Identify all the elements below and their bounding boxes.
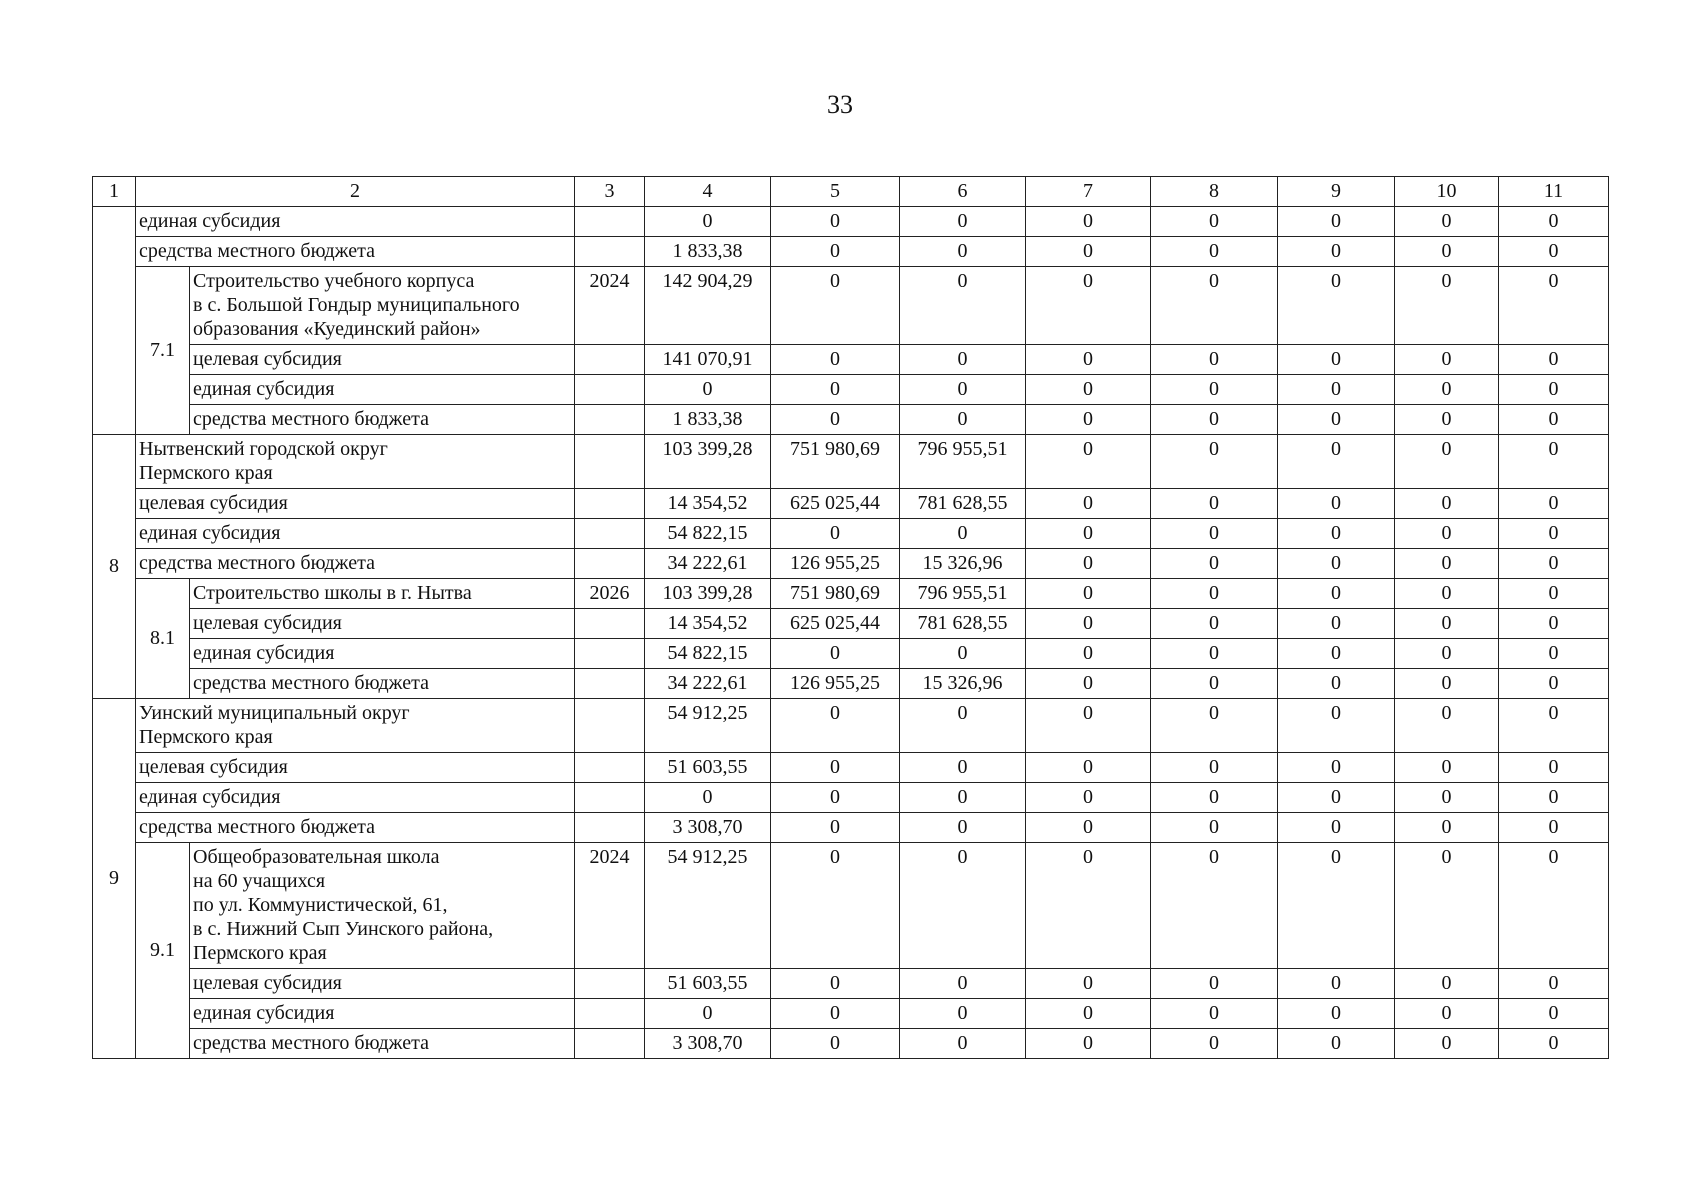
- section-number: 9: [93, 699, 136, 1059]
- value-cell: 751 980,69: [771, 435, 900, 489]
- value-cell: 103 399,28: [645, 435, 771, 489]
- value-cell: 0: [1151, 843, 1278, 969]
- value-cell: 0: [900, 375, 1026, 405]
- value-cell: 0: [1499, 579, 1609, 609]
- value-cell: 625 025,44: [771, 489, 900, 519]
- row-label-line: средства местного бюджета: [139, 240, 375, 262]
- value-cell: 0: [771, 405, 900, 435]
- value-cell: 54 912,25: [645, 699, 771, 753]
- row-label-line: Пермского края: [139, 462, 273, 484]
- value-cell: 0: [900, 237, 1026, 267]
- column-header: 8: [1151, 177, 1278, 207]
- year-cell: [575, 405, 645, 435]
- value-cell: 0: [1151, 669, 1278, 699]
- year-cell: [575, 207, 645, 237]
- value-cell: 0: [1499, 843, 1609, 969]
- table-row: [93, 435, 1609, 489]
- value-cell: 0: [1395, 609, 1499, 639]
- value-cell: 0: [1278, 345, 1395, 375]
- value-cell: 0: [1395, 639, 1499, 669]
- value-cell: 0: [1151, 345, 1278, 375]
- value-cell: 796 955,51: [900, 579, 1026, 609]
- value-cell: 0: [1395, 207, 1499, 237]
- budget-table: [92, 176, 1609, 1059]
- value-cell: 0: [1395, 699, 1499, 753]
- value-cell: 0: [1278, 753, 1395, 783]
- value-cell: 0: [900, 207, 1026, 237]
- value-cell: 3 308,70: [645, 1029, 771, 1059]
- value-cell: 0: [1499, 375, 1609, 405]
- page-number: 33: [827, 90, 853, 119]
- value-cell: 0: [1026, 267, 1151, 345]
- value-cell: 0: [771, 783, 900, 813]
- value-cell: 0: [1278, 813, 1395, 843]
- year-cell: [575, 699, 645, 753]
- value-cell: 0: [900, 345, 1026, 375]
- value-cell: 0: [1499, 753, 1609, 783]
- value-cell: 0: [900, 1029, 1026, 1059]
- value-cell: 0: [1151, 405, 1278, 435]
- value-cell: 1 833,38: [645, 237, 771, 267]
- row-label-line: средства местного бюджета: [193, 672, 429, 694]
- year-cell: [575, 969, 645, 999]
- header-row: [93, 177, 1609, 207]
- table-row: [93, 999, 1609, 1029]
- table-row: [93, 639, 1609, 669]
- table-row: [93, 843, 1609, 969]
- value-cell: 0: [1499, 783, 1609, 813]
- value-cell: 0: [1026, 579, 1151, 609]
- value-cell: 0: [1151, 267, 1278, 345]
- row-label-line: Общеобразовательная школа: [193, 846, 440, 868]
- row-label-line: целевая субсидия: [139, 756, 288, 778]
- value-cell: 54 822,15: [645, 639, 771, 669]
- value-cell: 781 628,55: [900, 489, 1026, 519]
- value-cell: 0: [1499, 999, 1609, 1029]
- value-cell: 0: [1395, 783, 1499, 813]
- row-label: [190, 375, 575, 405]
- value-cell: 0: [1151, 1029, 1278, 1059]
- table-row: [93, 549, 1609, 579]
- value-cell: 0: [1278, 579, 1395, 609]
- value-cell: 0: [771, 519, 900, 549]
- value-cell: 0: [1151, 207, 1278, 237]
- value-cell: 0: [1278, 435, 1395, 489]
- value-cell: 0: [1395, 549, 1499, 579]
- value-cell: 0: [1278, 237, 1395, 267]
- value-cell: 0: [1026, 813, 1151, 843]
- value-cell: 796 955,51: [900, 435, 1026, 489]
- value-cell: 0: [1499, 549, 1609, 579]
- value-cell: 0: [1278, 699, 1395, 753]
- value-cell: 0: [1026, 969, 1151, 999]
- value-cell: 0: [771, 843, 900, 969]
- value-cell: 0: [1278, 549, 1395, 579]
- row-label: [136, 813, 575, 843]
- table-row: [93, 609, 1609, 639]
- subsection-number: 8.1: [136, 579, 190, 699]
- value-cell: 0: [1151, 375, 1278, 405]
- value-cell: 0: [771, 999, 900, 1029]
- table-row: [93, 489, 1609, 519]
- row-label-line: Строительство учебного корпуса: [193, 270, 475, 292]
- row-label-line: единая субсидия: [193, 378, 335, 400]
- table-row: [93, 969, 1609, 999]
- value-cell: 0: [645, 375, 771, 405]
- value-cell: 0: [1026, 519, 1151, 549]
- value-cell: 0: [1395, 375, 1499, 405]
- row-label-line: Строительство школы в г. Нытва: [193, 582, 472, 604]
- year-cell: [575, 375, 645, 405]
- year-cell: [575, 753, 645, 783]
- value-cell: 0: [1499, 1029, 1609, 1059]
- value-cell: 141 070,91: [645, 345, 771, 375]
- value-cell: 0: [771, 753, 900, 783]
- year-cell: [575, 1029, 645, 1059]
- row-label: [190, 969, 575, 999]
- value-cell: 0: [1151, 237, 1278, 267]
- table-row: [93, 345, 1609, 375]
- value-cell: 0: [771, 345, 900, 375]
- value-cell: 0: [900, 783, 1026, 813]
- value-cell: 0: [1395, 519, 1499, 549]
- column-header: 10: [1395, 177, 1499, 207]
- value-cell: 0: [1395, 753, 1499, 783]
- value-cell: 0: [1278, 783, 1395, 813]
- year-cell: [575, 669, 645, 699]
- value-cell: 0: [1278, 375, 1395, 405]
- row-label: [190, 999, 575, 1029]
- value-cell: 0: [900, 639, 1026, 669]
- value-cell: 751 980,69: [771, 579, 900, 609]
- subsection-number: 9.1: [136, 843, 190, 1059]
- row-label-line: средства местного бюджета: [193, 1032, 429, 1054]
- row-label: [190, 609, 575, 639]
- value-cell: 0: [1499, 237, 1609, 267]
- value-cell: 0: [1278, 609, 1395, 639]
- value-cell: 0: [1151, 699, 1278, 753]
- value-cell: 0: [771, 699, 900, 753]
- value-cell: 0: [1151, 753, 1278, 783]
- value-cell: 0: [1395, 435, 1499, 489]
- table-row: [93, 783, 1609, 813]
- value-cell: 0: [1026, 669, 1151, 699]
- value-cell: 781 628,55: [900, 609, 1026, 639]
- value-cell: 0: [1278, 489, 1395, 519]
- table-row: [93, 813, 1609, 843]
- row-label-line: целевая субсидия: [193, 348, 342, 370]
- value-cell: 54 912,25: [645, 843, 771, 969]
- value-cell: 34 222,61: [645, 669, 771, 699]
- value-cell: 0: [771, 207, 900, 237]
- section-number: 8: [93, 435, 136, 699]
- value-cell: 34 222,61: [645, 549, 771, 579]
- value-cell: 0: [1395, 999, 1499, 1029]
- value-cell: 0: [771, 267, 900, 345]
- row-label-line: Пермского края: [139, 726, 273, 748]
- value-cell: 0: [1026, 207, 1151, 237]
- value-cell: 0: [1499, 435, 1609, 489]
- value-cell: 126 955,25: [771, 669, 900, 699]
- row-label-line: единая субсидия: [139, 522, 281, 544]
- value-cell: 0: [771, 237, 900, 267]
- value-cell: 0: [1278, 207, 1395, 237]
- value-cell: 0: [1499, 405, 1609, 435]
- value-cell: 0: [1026, 237, 1151, 267]
- row-label-line: целевая субсидия: [139, 492, 288, 514]
- value-cell: 0: [900, 813, 1026, 843]
- value-cell: 0: [1499, 345, 1609, 375]
- column-header: 1: [93, 177, 136, 207]
- row-label: [136, 489, 575, 519]
- row-label-line: средства местного бюджета: [139, 552, 375, 574]
- value-cell: 0: [1395, 579, 1499, 609]
- row-label-line: единая субсидия: [139, 210, 281, 232]
- value-cell: 0: [1026, 999, 1151, 1029]
- row-label: [136, 519, 575, 549]
- value-cell: 103 399,28: [645, 579, 771, 609]
- row-label-line: средства местного бюджета: [193, 408, 429, 430]
- column-header: 4: [645, 177, 771, 207]
- value-cell: 0: [1278, 669, 1395, 699]
- value-cell: 0: [771, 813, 900, 843]
- value-cell: 0: [771, 1029, 900, 1059]
- row-label-line: единая субсидия: [193, 642, 335, 664]
- table-row: [93, 669, 1609, 699]
- value-cell: 0: [1395, 969, 1499, 999]
- value-cell: 0: [1278, 639, 1395, 669]
- value-cell: 0: [1278, 843, 1395, 969]
- year-cell: [575, 435, 645, 489]
- value-cell: 0: [900, 969, 1026, 999]
- value-cell: 54 822,15: [645, 519, 771, 549]
- year-cell: 2024: [575, 843, 645, 969]
- value-cell: 0: [1151, 489, 1278, 519]
- row-label: [136, 237, 575, 267]
- row-label-line: в с. Нижний Сып Уинского района,: [193, 918, 494, 940]
- row-label-line: образования «Куединский район»: [193, 318, 481, 340]
- value-cell: 0: [771, 969, 900, 999]
- row-label: [190, 345, 575, 375]
- value-cell: 142 904,29: [645, 267, 771, 345]
- value-cell: 0: [1278, 969, 1395, 999]
- value-cell: 0: [1499, 813, 1609, 843]
- value-cell: 15 326,96: [900, 549, 1026, 579]
- value-cell: 0: [1151, 435, 1278, 489]
- value-cell: 0: [645, 783, 771, 813]
- value-cell: 0: [900, 405, 1026, 435]
- row-label: [136, 207, 575, 237]
- value-cell: 0: [900, 999, 1026, 1029]
- row-label-line: единая субсидия: [193, 1002, 335, 1024]
- row-label-line: в с. Большой Гондыр муниципального: [193, 294, 520, 316]
- value-cell: 3 308,70: [645, 813, 771, 843]
- year-cell: [575, 549, 645, 579]
- value-cell: 126 955,25: [771, 549, 900, 579]
- table-row: [93, 405, 1609, 435]
- value-cell: 0: [1026, 699, 1151, 753]
- column-header: 6: [900, 177, 1026, 207]
- year-cell: 2024: [575, 267, 645, 345]
- row-label-line: целевая субсидия: [193, 972, 342, 994]
- row-label-line: Нытвенский городской округ: [139, 438, 388, 460]
- year-cell: [575, 999, 645, 1029]
- value-cell: 0: [1151, 579, 1278, 609]
- table-row: [93, 267, 1609, 345]
- year-cell: 2026: [575, 579, 645, 609]
- value-cell: 0: [1151, 609, 1278, 639]
- row-label: [190, 639, 575, 669]
- value-cell: 0: [1026, 783, 1151, 813]
- value-cell: 0: [1278, 405, 1395, 435]
- value-cell: 0: [1026, 435, 1151, 489]
- table-row: [93, 579, 1609, 609]
- subsection-number: 7.1: [136, 267, 190, 435]
- value-cell: 0: [1026, 489, 1151, 519]
- column-header: 7: [1026, 177, 1151, 207]
- value-cell: 0: [900, 519, 1026, 549]
- column-header: 2: [136, 177, 575, 207]
- row-label-line: по ул. Коммунистической, 61,: [193, 894, 448, 916]
- value-cell: 0: [1151, 639, 1278, 669]
- value-cell: 0: [1499, 267, 1609, 345]
- value-cell: 0: [1499, 639, 1609, 669]
- value-cell: 0: [1499, 669, 1609, 699]
- row-label: [136, 753, 575, 783]
- value-cell: 0: [1151, 783, 1278, 813]
- row-label-line: Уинский муниципальный округ: [139, 702, 410, 724]
- value-cell: 0: [1395, 489, 1499, 519]
- value-cell: 0: [1499, 699, 1609, 753]
- column-header: 5: [771, 177, 900, 207]
- value-cell: 0: [1278, 1029, 1395, 1059]
- year-cell: [575, 237, 645, 267]
- value-cell: 0: [1499, 519, 1609, 549]
- row-label-line: единая субсидия: [139, 786, 281, 808]
- value-cell: 0: [1499, 489, 1609, 519]
- table-row: [93, 1029, 1609, 1059]
- value-cell: 0: [1395, 843, 1499, 969]
- value-cell: 0: [1026, 609, 1151, 639]
- table-row: [93, 753, 1609, 783]
- value-cell: 15 326,96: [900, 669, 1026, 699]
- value-cell: 0: [645, 999, 771, 1029]
- value-cell: 0: [1026, 405, 1151, 435]
- year-cell: [575, 639, 645, 669]
- value-cell: 0: [1278, 999, 1395, 1029]
- column-header: 11: [1499, 177, 1609, 207]
- row-label: [190, 579, 575, 609]
- row-label: [190, 669, 575, 699]
- value-cell: 0: [1151, 969, 1278, 999]
- value-cell: 625 025,44: [771, 609, 900, 639]
- table-row: [93, 519, 1609, 549]
- value-cell: 0: [1395, 1029, 1499, 1059]
- row-label-line: средства местного бюджета: [139, 816, 375, 838]
- value-cell: 0: [1499, 969, 1609, 999]
- value-cell: 0: [1026, 345, 1151, 375]
- value-cell: 0: [1151, 999, 1278, 1029]
- row-label-line: Пермского края: [193, 942, 327, 964]
- value-cell: 51 603,55: [645, 753, 771, 783]
- column-header: 9: [1278, 177, 1395, 207]
- value-cell: 0: [771, 639, 900, 669]
- year-cell: [575, 345, 645, 375]
- value-cell: 0: [1151, 813, 1278, 843]
- row-label-line: на 60 учащихся: [193, 870, 326, 892]
- value-cell: 0: [1278, 519, 1395, 549]
- value-cell: 0: [1395, 669, 1499, 699]
- row-label: [190, 1029, 575, 1059]
- table-row: [93, 375, 1609, 405]
- value-cell: 0: [1026, 639, 1151, 669]
- column-header: 3: [575, 177, 645, 207]
- value-cell: 51 603,55: [645, 969, 771, 999]
- value-cell: 0: [771, 375, 900, 405]
- year-cell: [575, 489, 645, 519]
- value-cell: 0: [1026, 843, 1151, 969]
- value-cell: 0: [1026, 1029, 1151, 1059]
- row-label: [136, 783, 575, 813]
- value-cell: 0: [1499, 207, 1609, 237]
- year-cell: [575, 519, 645, 549]
- row-label: [136, 549, 575, 579]
- value-cell: 0: [900, 267, 1026, 345]
- value-cell: 0: [1499, 609, 1609, 639]
- value-cell: 0: [1151, 549, 1278, 579]
- row-label: [190, 267, 575, 345]
- value-cell: 0: [1151, 519, 1278, 549]
- value-cell: 0: [1278, 267, 1395, 345]
- row-label: [190, 405, 575, 435]
- value-cell: 14 354,52: [645, 609, 771, 639]
- value-cell: 0: [1026, 549, 1151, 579]
- value-cell: 0: [1395, 267, 1499, 345]
- row-label: [190, 843, 575, 969]
- value-cell: 0: [1395, 405, 1499, 435]
- row-label-line: целевая субсидия: [193, 612, 342, 634]
- value-cell: 0: [1395, 345, 1499, 375]
- section-number: [93, 207, 136, 435]
- row-label: [136, 435, 575, 489]
- year-cell: [575, 813, 645, 843]
- value-cell: 0: [900, 753, 1026, 783]
- value-cell: 0: [1395, 237, 1499, 267]
- value-cell: 1 833,38: [645, 405, 771, 435]
- row-label: [136, 699, 575, 753]
- year-cell: [575, 609, 645, 639]
- value-cell: 0: [900, 699, 1026, 753]
- value-cell: 0: [645, 207, 771, 237]
- value-cell: 14 354,52: [645, 489, 771, 519]
- value-cell: 0: [1026, 375, 1151, 405]
- table-row: [93, 699, 1609, 753]
- value-cell: 0: [1026, 753, 1151, 783]
- table-row: [93, 237, 1609, 267]
- year-cell: [575, 783, 645, 813]
- value-cell: 0: [900, 843, 1026, 969]
- value-cell: 0: [1395, 813, 1499, 843]
- table-row: [93, 207, 1609, 237]
